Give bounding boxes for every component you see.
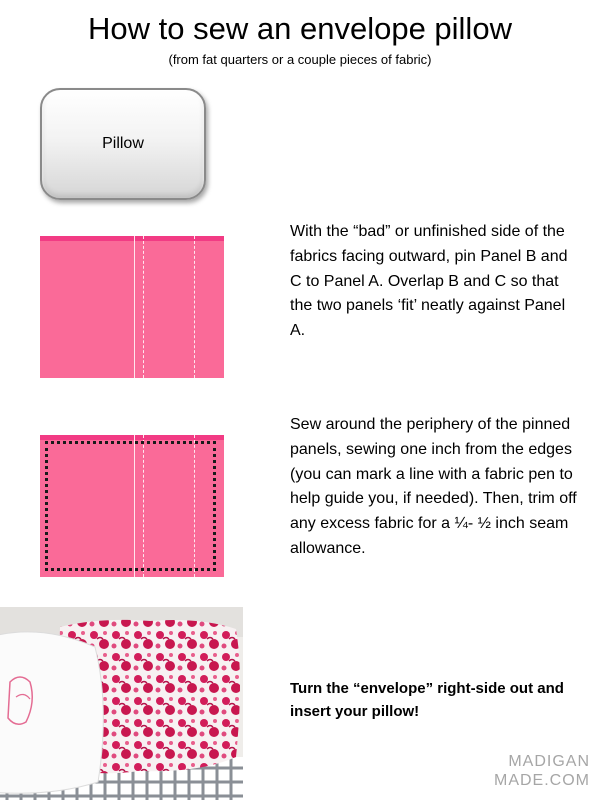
pillow-photo-illustration (0, 607, 243, 800)
fabric-top-edge (40, 236, 224, 241)
pillow-diagram (40, 88, 206, 200)
sewn-panels-diagram (40, 435, 224, 577)
stitch-line (45, 441, 216, 571)
fabric-top-edge (40, 435, 224, 440)
step-3-text: Turn the “envelope” right-side out and insert your pillow! (290, 680, 564, 720)
page-title: How to sew an envelope pillow (88, 11, 512, 46)
site-logo (494, 754, 590, 789)
logo-line-1: MADIGAN (508, 753, 590, 770)
step-2-text: Sew around the periphery of the pinned panels, sewing one inch from the edges (you can mark a line with a fabric pen to help guide you, if needed). Then, trim off any excess fabric for a ¼- ½ inch seam allowance. (290, 416, 577, 557)
logo-line-2: MADE.COM (494, 772, 590, 789)
panel-fold-line (194, 236, 195, 378)
page-subtitle: (from fat quarters or a couple pieces of fabric) (168, 52, 432, 67)
pillow-label: Pillow (102, 135, 144, 152)
panel-fold-line (143, 236, 144, 378)
pinned-panels-diagram (40, 236, 224, 378)
step-1-text: With the “bad” or unfinished side of the fabrics facing outward, pin Panel B and C to Panel A. Overlap B and C so that the two panels ‘fit’ neatly against Panel A. (290, 223, 568, 340)
panel-overlap-edge (134, 236, 135, 378)
finished-pillow-photo (0, 607, 243, 800)
